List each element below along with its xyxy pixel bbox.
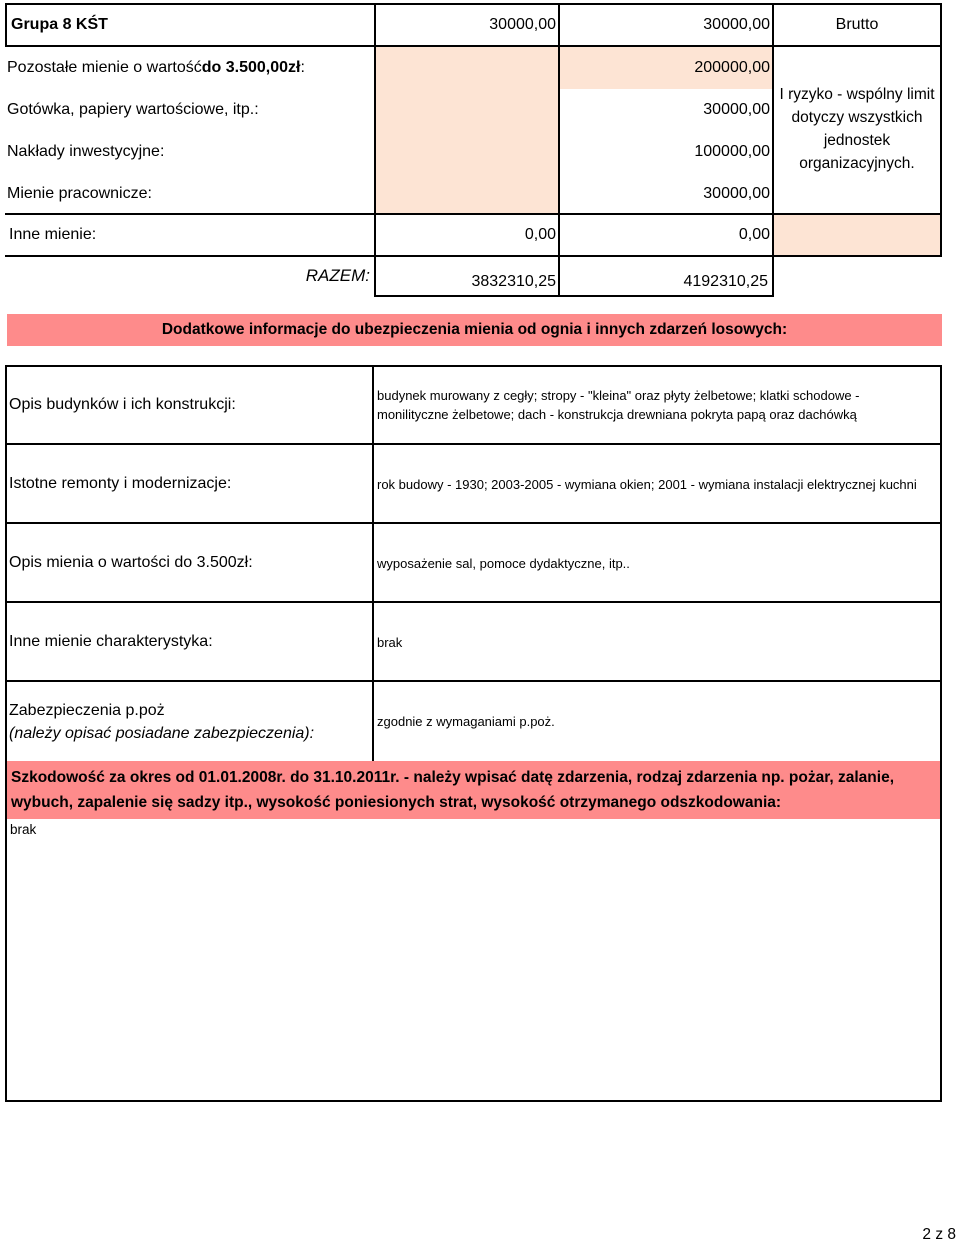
cash-label: Gotówka, papiery wartościowe, itp.: <box>7 101 259 118</box>
building-description-label: Opis budynków i ich konstrukcji: <box>9 396 236 413</box>
fire-security-note: (należy opisać posiadane zabezpieczenia): <box>9 725 315 742</box>
other-property-characteristics-label: Inne mienie charakterystyka: <box>9 633 213 650</box>
total-net: 3832310,25 <box>374 255 560 297</box>
info-header: Dodatkowe informacje do ubezpieczenia mienia od ognia i innych zdarzeń losowych: <box>7 314 942 346</box>
fire-security-label: Zabezpieczenia p.poż (należy opisać posiadane zabezpieczenia): <box>9 699 369 749</box>
property-labels <box>7 47 372 215</box>
other-assets-net: 0,00 <box>374 213 560 257</box>
net-value-column <box>374 47 560 215</box>
cash-value: 30000,00 <box>703 101 770 118</box>
loss-history-value: brak <box>10 822 37 837</box>
group-value-gross: 30000,00 <box>558 3 774 47</box>
other-assets-gross: 0,00 <box>558 213 774 257</box>
loss-history-header: Szkodowość za okres od 01.01.2008r. do 31.10.2011r. - należy wpisać datę zdarzenia, rodzaj zdarzenia np. pożar, zalanie, wybuch, zapalenie się sadzy itp., wysokość poniesionych strat, wysokość otrzymanego odszkodowania: <box>5 761 942 819</box>
group-label: Grupa 8 KŚT <box>5 3 376 47</box>
other-assets-label: Inne mienie: <box>5 213 376 257</box>
risk-note: I ryzyko - wspólny limit dotyczy wszystkich jednostek organizacyjnych. <box>772 45 942 215</box>
property-values <box>558 47 774 215</box>
investment-value: 100000,00 <box>694 143 770 160</box>
total-label: RAZEM: <box>305 266 370 285</box>
small-property-label: Opis mienia o wartości do 3.500zł: <box>9 554 253 571</box>
other-property-value: 200000,00 <box>694 59 770 76</box>
building-description-value: budynek murowany z cegły; stropy - "kleina" oraz płyty żelbetowe; klatki schodowe - monilityczne żelbetowe; dach - konstrukcja drewniana pokryta papą oraz dachówką <box>377 388 860 422</box>
employee-property-label: Mienie pracownicze: <box>7 185 152 202</box>
brutto-label: Brutto <box>772 3 942 47</box>
fire-security-value: zgodnie z wymaganiami p.poż. <box>377 713 555 729</box>
employee-property-value: 30000,00 <box>703 185 770 202</box>
renovations-label: Istotne remonty i modernizacje: <box>9 475 232 492</box>
page-number: 2 z 8 <box>922 1226 956 1243</box>
other-assets-blank <box>772 213 942 257</box>
total-gross: 4192310,25 <box>558 255 774 297</box>
small-property-value: wyposażenie sal, pomoce dydaktyczne, itp.. <box>377 555 630 571</box>
other-property-label: Pozostałe mienie o wartość do 3.500,00zł : <box>7 59 305 76</box>
loss-history-box <box>5 819 942 1102</box>
renovations-value: rok budowy - 1930; 2003-2005 - wymiana okien; 2001 - wymiana instalacji elektrycznej kuchni <box>377 476 917 492</box>
info-divider <box>372 365 374 761</box>
other-property-characteristics-value: brak <box>377 634 403 650</box>
group-value-net: 30000,00 <box>374 3 560 47</box>
investment-label: Nakłady inwestycyjne: <box>7 143 165 160</box>
